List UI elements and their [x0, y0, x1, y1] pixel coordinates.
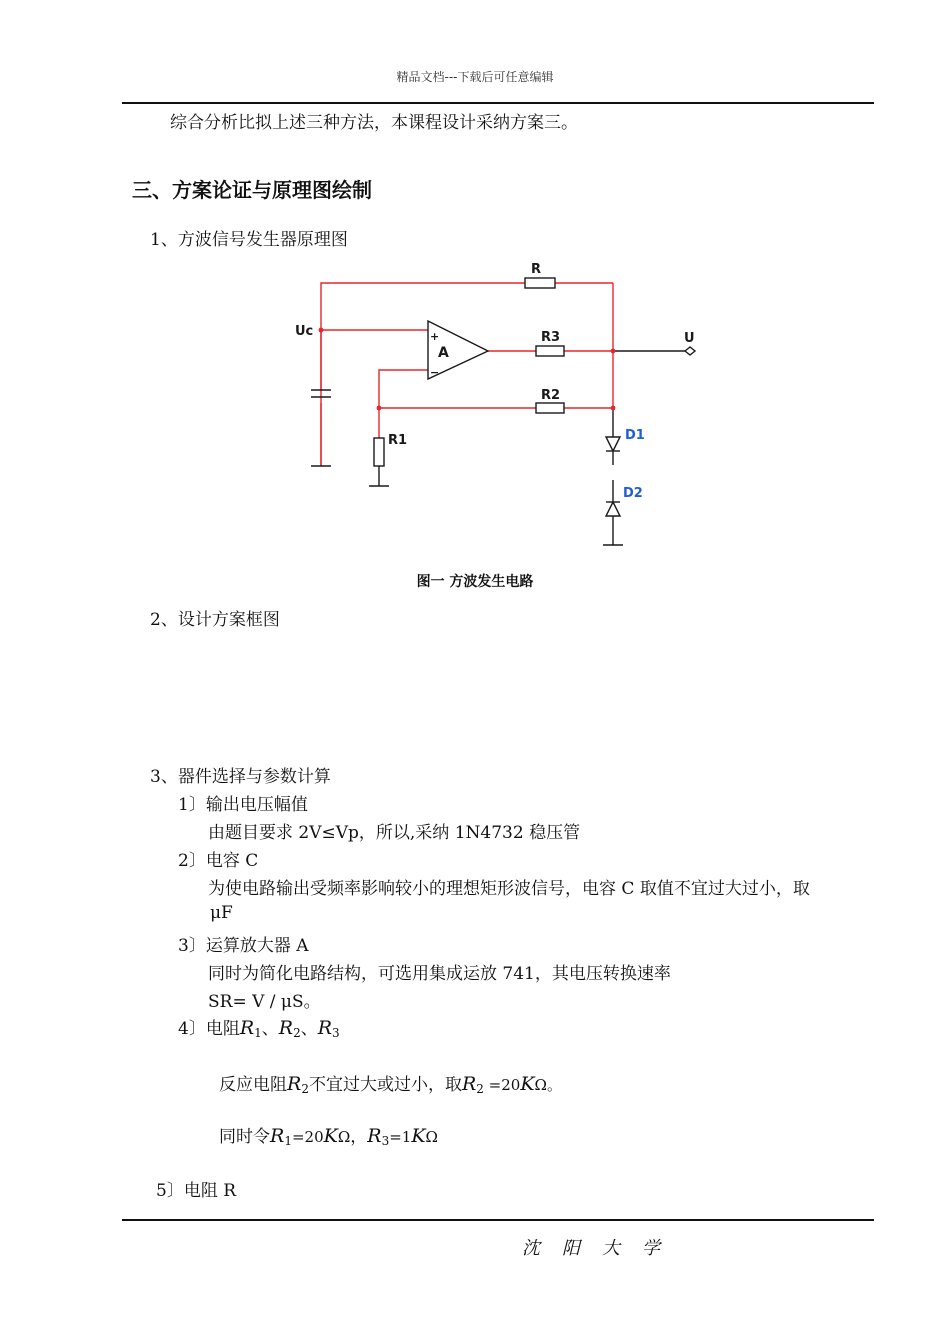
item-1-title: 1、方波信号发生器原理图 [150, 230, 348, 250]
sub-1-title: 1〕输出电压幅值 [178, 795, 308, 815]
label-d2: D2 [623, 486, 643, 501]
label-d1: D1 [625, 428, 645, 443]
figure-caption: 图一 方波发生电路 [416, 574, 534, 590]
label-r2: R2 [541, 388, 561, 403]
sub-4-title: 4〕电阻$R_1$、$R_2$、$R_3$ [178, 1017, 340, 1040]
sub-2-title: 2〕电容 C [178, 851, 259, 871]
sub-2-body: 为使电路输出受频率影响较小的理想矩形波信号，电容 C 取值不宜过大过小，取 [208, 879, 810, 899]
section-heading: 三、方案论证与原理图绘制 [132, 178, 372, 202]
label-opamp-a: A [438, 345, 449, 361]
label-plus: + [430, 330, 440, 343]
label-u: U [684, 331, 695, 346]
circuit-components [311, 278, 695, 545]
label-r1: R1 [388, 433, 408, 448]
circuit-wires [321, 283, 613, 466]
sub-5-title: 5〕电阻 R [156, 1181, 237, 1201]
footer-rule [122, 1219, 874, 1221]
sub-4-line-2: 同时令$R_1=20K\Omega$，$R_3=1K\Omega$ [219, 1125, 438, 1148]
label-r: R [531, 262, 542, 277]
sub-3-body: 同时为简化电路结构，可选用集成运放 741，其电压转换速率 [208, 964, 671, 984]
sub-1-body: 由题目要求 2V≤Vp，所以,采纳 1N4732 稳压管 [208, 823, 581, 843]
sub-3-title: 3〕运算放大器 A [178, 936, 309, 956]
page-header: 精品文档---下载后可任意编辑 [396, 70, 554, 84]
label-r3: R3 [541, 330, 561, 345]
square-wave-circuit [0, 0, 950, 600]
sub-2-unit: μF [210, 903, 233, 923]
label-minus: − [430, 366, 440, 379]
page-footer: 沈阳大学 [522, 1238, 682, 1259]
sub-4-line-1: 反应电阻$R_2$不宜过大或过小，取$R_2 =20K\Omega$。 [219, 1073, 562, 1096]
item-2-title: 2、设计方案框图 [150, 610, 280, 630]
item-3-title: 3、器件选择与参数计算 [150, 767, 331, 787]
label-uc: Uc [295, 324, 314, 339]
intro-sentence: 综合分析比拟上述三种方法，本课程设计采纳方案三。 [170, 113, 578, 133]
sub-3-slew-rate: SR= V / μS。 [208, 992, 321, 1012]
